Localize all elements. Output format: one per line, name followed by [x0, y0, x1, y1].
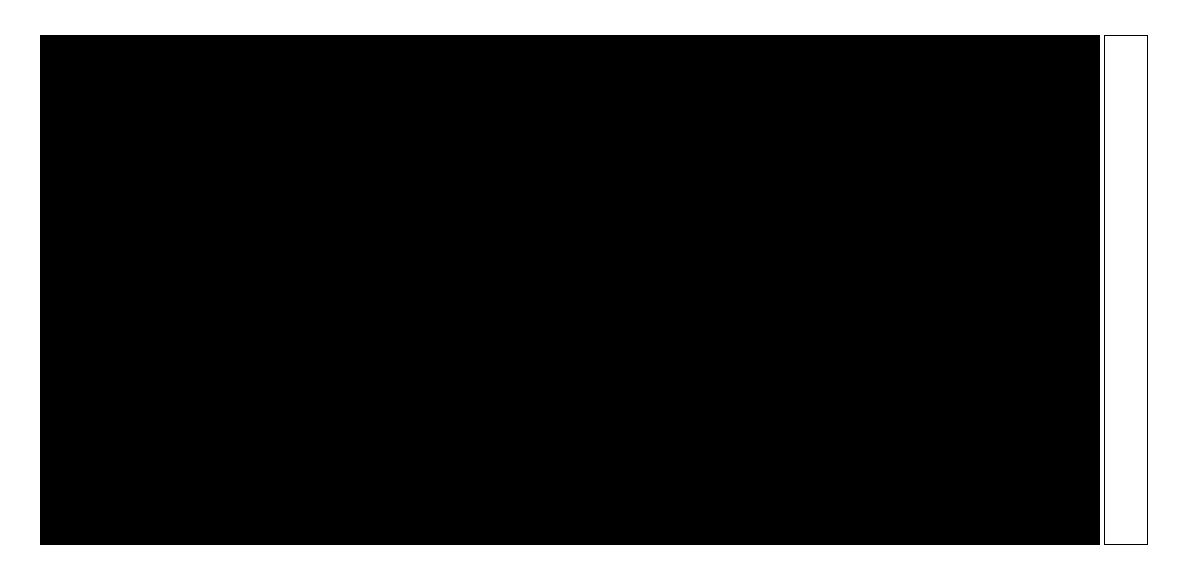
colorbar — [1104, 35, 1148, 545]
y-axis-row-labels — [0, 35, 34, 545]
plot-grid — [40, 35, 1100, 545]
